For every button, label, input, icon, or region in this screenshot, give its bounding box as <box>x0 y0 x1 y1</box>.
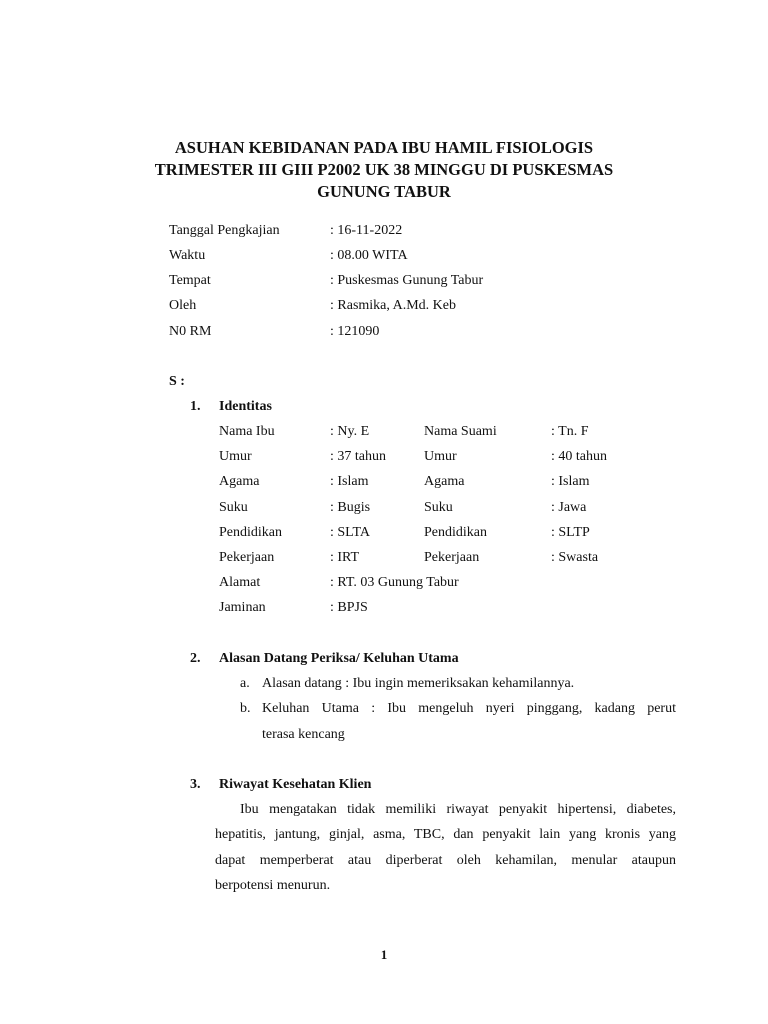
identity-label-jaminan: Jaminan <box>219 600 266 615</box>
identity-label-agama-ibu: Agama <box>219 474 260 489</box>
identity-label-suku-suami: Suku <box>424 500 453 515</box>
identity-label-pekerjaan-ibu: Pekerjaan <box>219 550 275 565</box>
riwayat-line-1: Ibu mengatakan tidak memiliki riwayat penyakit hipertensi, diabetes, <box>240 802 676 817</box>
identity-value-pekerjaan-ibu: : IRT <box>330 550 360 565</box>
identity-value-agama-ibu: : Islam <box>330 474 369 489</box>
identitas-number: 1. <box>190 399 201 414</box>
identity-value-jaminan: : BPJS <box>330 600 368 615</box>
identity-value-suami: : Tn. F <box>551 424 589 439</box>
page-number: 1 <box>380 947 388 962</box>
riwayat-line-4: berpotensi menurun. <box>215 878 331 893</box>
info-value-tempat: : Puskesmas Gunung Tabur <box>330 273 484 288</box>
identity-value-agama-suami: : Islam <box>551 474 590 489</box>
riwayat-line-2: hepatitis, jantung, ginjal, asma, TBC, dan penyakit lain yang kronis yang <box>215 827 676 842</box>
identity-value-ibu: : Ny. E <box>330 424 370 439</box>
alasan-item-a-marker: a. <box>240 676 250 691</box>
identity-value-suku-ibu: : Bugis <box>330 500 371 515</box>
title-line-2: TRIMESTER III GIII P2002 UK 38 MINGGU DI PUSKESMAS <box>154 160 614 179</box>
alasan-item-b-marker: b. <box>240 701 251 716</box>
identity-label-pendidikan-suami: Pendidikan <box>424 525 487 540</box>
info-value-oleh: : Rasmika, A.Md. Keb <box>330 298 456 313</box>
identity-value-pendidikan-ibu: : SLTA <box>330 525 370 540</box>
identitas-heading: Identitas <box>219 399 272 414</box>
info-label-norm: N0 RM <box>169 324 212 339</box>
document-title <box>100 137 668 203</box>
riwayat-number: 3. <box>190 777 201 792</box>
identity-label-pekerjaan-suami: Pekerjaan <box>424 550 480 565</box>
identity-label-suku-ibu: Suku <box>219 500 248 515</box>
identity-value-suku-suami: : Jawa <box>551 500 587 515</box>
title-line-1: ASUHAN KEBIDANAN PADA IBU HAMIL FISIOLOGIS <box>174 138 594 157</box>
identity-label-suami: Nama Suami <box>424 424 497 439</box>
info-value-waktu: : 08.00 WITA <box>330 248 408 263</box>
alasan-item-b-line-2: terasa kencang <box>262 727 345 742</box>
identity-value-pekerjaan-suami: : Swasta <box>551 550 599 565</box>
identity-value-umur-ibu: : 37 tahun <box>330 449 386 464</box>
info-value-norm: : 121090 <box>330 324 380 339</box>
section-s-heading: S : <box>169 374 185 389</box>
info-label-tanggal: Tanggal Pengkajian <box>169 223 280 238</box>
identity-label-umur-suami: Umur <box>424 449 457 464</box>
identity-label-alamat: Alamat <box>219 575 261 590</box>
identity-label-agama-suami: Agama <box>424 474 465 489</box>
alasan-item-b-line-1: Keluhan Utama : Ibu mengeluh nyeri pinggang, kadang perut <box>262 701 676 716</box>
info-label-waktu: Waktu <box>169 248 206 263</box>
alasan-item-a-text: Alasan datang : Ibu ingin memeriksakan kehamilannya. <box>262 676 575 691</box>
info-label-oleh: Oleh <box>169 298 197 313</box>
identity-label-umur-ibu: Umur <box>219 449 252 464</box>
identity-value-alamat: : RT. 03 Gunung Tabur <box>330 575 459 590</box>
identity-value-umur-suami: : 40 tahun <box>551 449 607 464</box>
alasan-number: 2. <box>190 651 201 666</box>
alasan-heading: Alasan Datang Periksa/ Keluhan Utama <box>219 651 459 666</box>
identity-label-pendidikan-ibu: Pendidikan <box>219 525 282 540</box>
identity-label-ibu: Nama Ibu <box>219 424 275 439</box>
info-value-tanggal: : 16-11-2022 <box>330 223 403 238</box>
identity-value-pendidikan-suami: : SLTP <box>551 525 590 540</box>
riwayat-heading: Riwayat Kesehatan Klien <box>219 777 372 792</box>
info-label-tempat: Tempat <box>169 273 211 288</box>
riwayat-line-3: dapat memperberat atau diperberat oleh kehamilan, menular ataupun <box>215 853 676 868</box>
title-line-3: GUNUNG TABUR <box>317 182 451 201</box>
